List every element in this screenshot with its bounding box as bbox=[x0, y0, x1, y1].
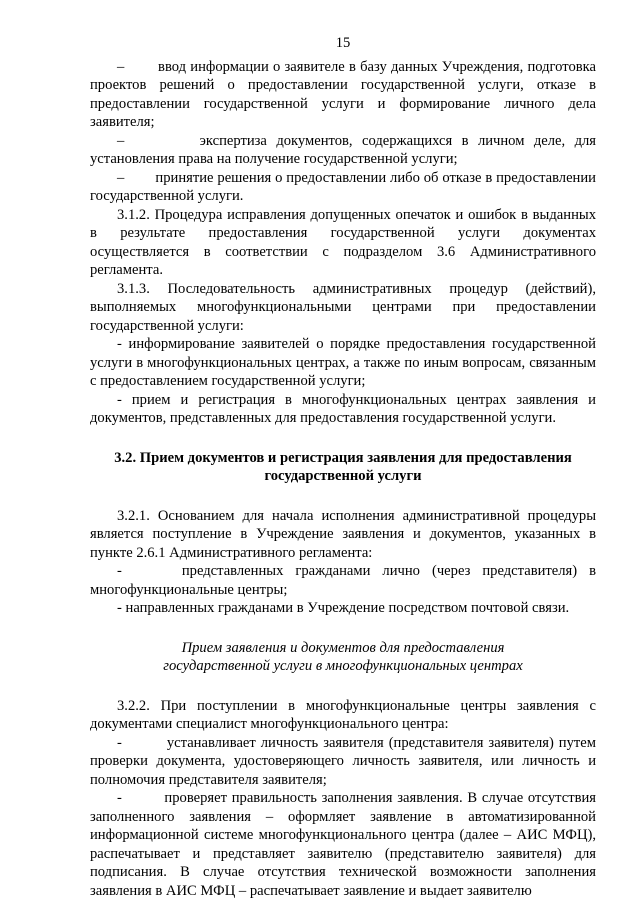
paragraph-document-review: – экспертиза документов, содержащихся в личном деле, для установления права на получение государственной услуги; bbox=[90, 132, 596, 167]
paragraph-by-mail: - направленных гражданами в Учреждение посредством почтовой связи. bbox=[117, 600, 570, 616]
subsection-heading-line-1: Прием заявления и документов для предоставления bbox=[181, 639, 505, 656]
paragraph-in-person: - представленных гражданами лично (через представителя) в многофункциональные центры; bbox=[90, 563, 596, 598]
paragraph-informing: - информирование заявителей о порядке предоставления государственной услуги в многофункциональных центрах, а также по иным вопросам, связанным с предоставлением государственной услуги; bbox=[90, 336, 596, 389]
paragraph-3-1-3: 3.1.3. Последовательность административных процедур (действий), выполняемых многофункциональными центрами при предоставлении государственной услуги: bbox=[90, 280, 596, 334]
page-number: 15 bbox=[335, 35, 351, 51]
section-heading-line-1: 3.2. Прием документов и регистрация заявления для предоставления bbox=[114, 449, 572, 466]
paragraph-decision: – принятие решения о предоставлении либо об отказе в предоставлении государственной услуги. bbox=[90, 169, 596, 204]
paragraph-3-2-1: 3.2.1. Основанием для начала исполнения административной процедуры является поступление в Учреждение заявления и документов, указанных в пункте 2.6.1 Административного регламента: bbox=[90, 507, 596, 561]
subsection-heading bbox=[90, 639, 596, 676]
subsection-heading-line-2: государственной услуги в многофункциональных центрах bbox=[163, 658, 523, 674]
section-heading-3-2 bbox=[90, 449, 596, 486]
paragraph-3-1-2: 3.1.2. Процедура исправления допущенных опечаток и ошибок в выданных в результате предоставления государственной услуги документах осуществляется в соответствии с подразделом 3.6 Административного регламента. bbox=[90, 206, 596, 278]
section-heading-line-2: государственной услуги bbox=[264, 468, 422, 484]
paragraph-identity-check: - устанавливает личность заявителя (представителя заявителя) путем проверки документа, удостоверяющего личность заявителя, или личность и полномочия представителя заявителя; bbox=[90, 734, 596, 788]
paragraph-data-entry: – ввод информации о заявителе в базу данных Учреждения, подготовка проектов решений о предоставлении государственной услуги, отказе в предоставлении государственной услуги и формирование личного дела заявителя; bbox=[90, 58, 596, 130]
paragraph-3-2-2: 3.2.2. При поступлении в многофункциональные центры заявления с документами специалист многофункционального центра: bbox=[90, 697, 596, 732]
paragraph-application-check: - проверяет правильность заполнения заявления. В случае отсутствия заполненного заявления – оформляет заявление в автоматизированной информационной системе многофункционального центра (далее – АИС МФЦ), распечатывает и представляет заявителю (представителю заявителя) для подписания. В случае отсутствия технической возможности заполнения заявления в АИС МФЦ – распечатывает заявление и выдает заявителю bbox=[90, 790, 596, 899]
paragraph-reception: - прием и регистрация в многофункциональных центрах заявления и документов, представленных для предоставления государственной услуги. bbox=[90, 391, 596, 426]
